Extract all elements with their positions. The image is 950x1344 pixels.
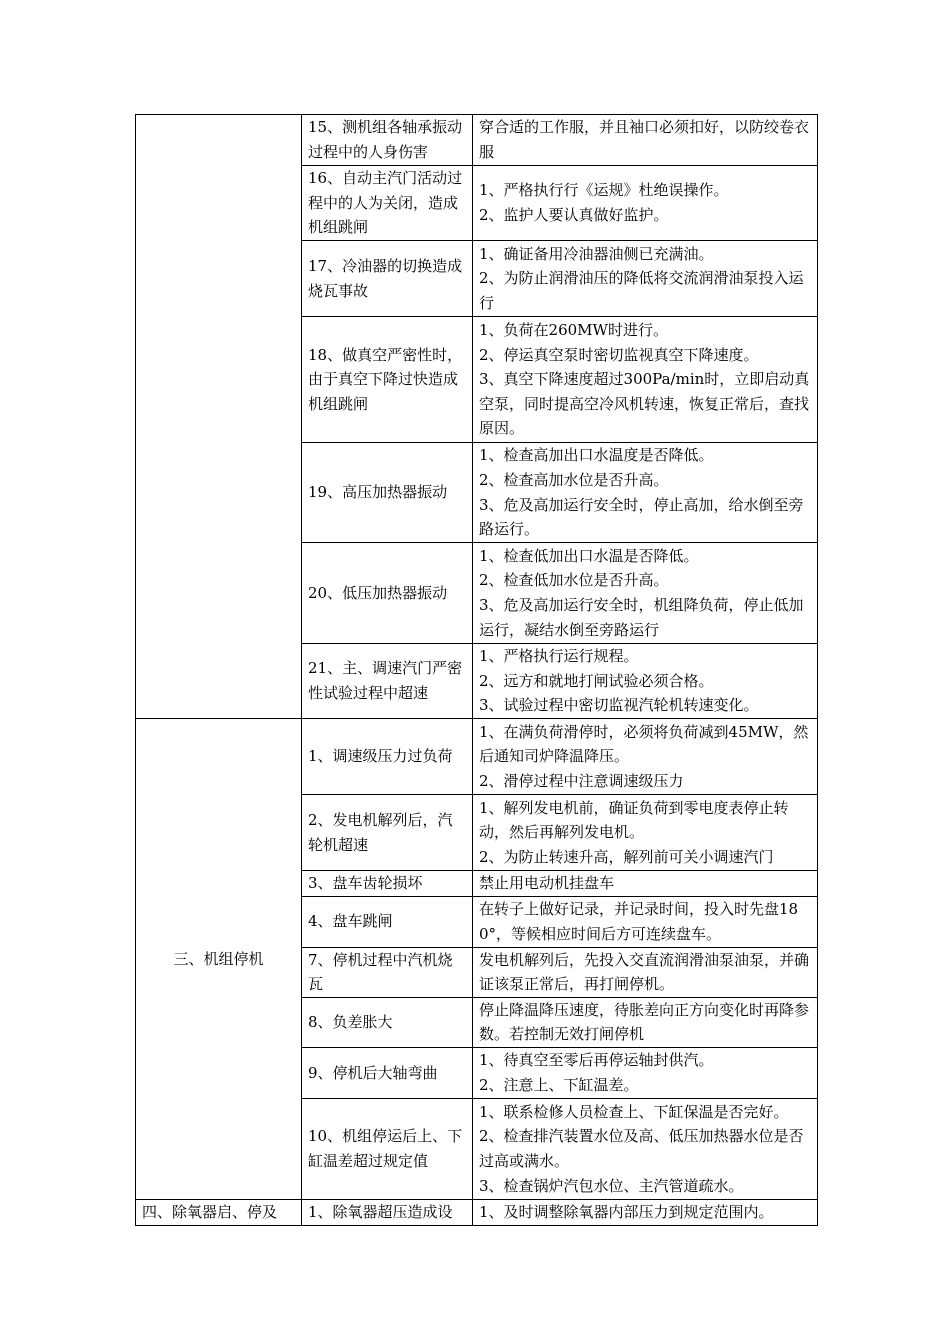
risk-cell: 19、高压加热器振动 <box>302 443 473 543</box>
measure-cell: 禁止用电动机挂盘车 <box>473 871 818 897</box>
risk-cell: 4、盘车跳闸 <box>302 896 473 947</box>
stage-label: 三、机组停机 <box>173 949 264 968</box>
risk-cell: 2、发电机解列后，汽轮机超速 <box>302 795 473 871</box>
stage-cell <box>136 719 302 1200</box>
measure-cell: 1、检查高加出口水温度是否降低。 2、检查高加水位是否升高。 3、危及高加运行安全时，停止高加，给水倒至旁路运行。 <box>473 443 818 543</box>
measure-cell: 在转子上做好记录，并记录时间，投入时先盘180°，等候相应时间后方可连续盘车。 <box>473 896 818 947</box>
risk-cell: 21、主、调速汽门严密性试验过程中超速 <box>302 644 473 719</box>
risk-cell: 16、自动主汽门活动过程中的人为关闭，造成机组跳闸 <box>302 166 473 241</box>
risk-cell: 17、冷油器的切换造成烧瓦事故 <box>302 241 473 317</box>
measure-cell: 1、严格执行运行规程。 2、远方和就地打闸试验必须合格。 3、试验过程中密切监视汽轮机转速变化。 <box>473 644 818 719</box>
measure-cell: 1、负荷在260MW时进行。 2、停运真空泵时密切监视真空下降速度。 3、真空下降速度超过300Pa/min时，立即启动真空泵，同时提高空冷风机转速，恢复正常后，查找原因。 <box>473 317 818 443</box>
measure-cell: 1、严格执行行《运规》杜绝误操作。 2、监护人要认真做好监护。 <box>473 166 818 241</box>
table-row <box>136 115 818 166</box>
measure-cell: 1、待真空至零后再停运轴封供汽。 2、注意上、下缸温差。 <box>473 1047 818 1098</box>
measure-cell: 穿合适的工作服，并且袖口必须扣好，以防绞卷衣服 <box>473 115 818 166</box>
risk-cell: 20、低压加热器振动 <box>302 543 473 644</box>
table-row <box>136 719 818 795</box>
measure-cell: 1、联系检修人员检查上、下缸保温是否完好。 2、检查排汽装置水位及高、低压加热器水位是否过高或满水。 3、检查锅炉汽包水位、主汽管道疏水。 <box>473 1098 818 1199</box>
measure-cell: 停止降温降压速度，待胀差向正方向变化时再降参数。若控制无效打闸停机 <box>473 997 818 1047</box>
risk-cell: 1、除氧器超压造成设 <box>302 1199 473 1225</box>
measure-cell: 1、在满负荷滑停时，必须将负荷减到45MW，然后通知司炉降温降压。 2、滑停过程中注意调速级压力 <box>473 719 818 795</box>
stage-label: 四、除氧器启、停及 <box>142 1202 278 1221</box>
risk-cell: 18、做真空严密性时，由于真空下降过快造成机组跳闸 <box>302 317 473 443</box>
measure-cell: 1、及时调整除氧器内部压力到规定范围内。 <box>473 1199 818 1225</box>
risk-table <box>135 114 818 1226</box>
risk-cell: 1、调速级压力过负荷 <box>302 719 473 795</box>
risk-cell: 10、机组停运后上、下缸温差超过规定值 <box>302 1098 473 1199</box>
stage-cell-empty <box>136 115 302 719</box>
risk-cell: 3、盘车齿轮损坏 <box>302 871 473 897</box>
risk-cell: 7、停机过程中汽机烧瓦 <box>302 947 473 997</box>
risk-cell: 8、负差胀大 <box>302 997 473 1047</box>
risk-cell: 15、测机组各轴承振动过程中的人身伤害 <box>302 115 473 166</box>
measure-cell: 发电机解列后，先投入交直流润滑油泵油泵，并确证该泵正常后，再打闸停机。 <box>473 947 818 997</box>
risk-cell: 9、停机后大轴弯曲 <box>302 1047 473 1098</box>
measure-cell: 1、解列发电机前，确证负荷到零电度表停止转动，然后再解列发电机。 2、为防止转速升高，解列前可关小调速汽门 <box>473 795 818 871</box>
measure-cell: 1、确证备用冷油器油侧已充满油。 2、为防止润滑油压的降低将交流润滑油泵投入运行 <box>473 241 818 317</box>
table-row <box>136 1199 818 1225</box>
stage-cell <box>136 1199 302 1225</box>
measure-cell: 1、检查低加出口水温是否降低。 2、检查低加水位是否升高。 3、危及高加运行安全时，机组降负荷，停止低加运行，凝结水倒至旁路运行 <box>473 543 818 644</box>
